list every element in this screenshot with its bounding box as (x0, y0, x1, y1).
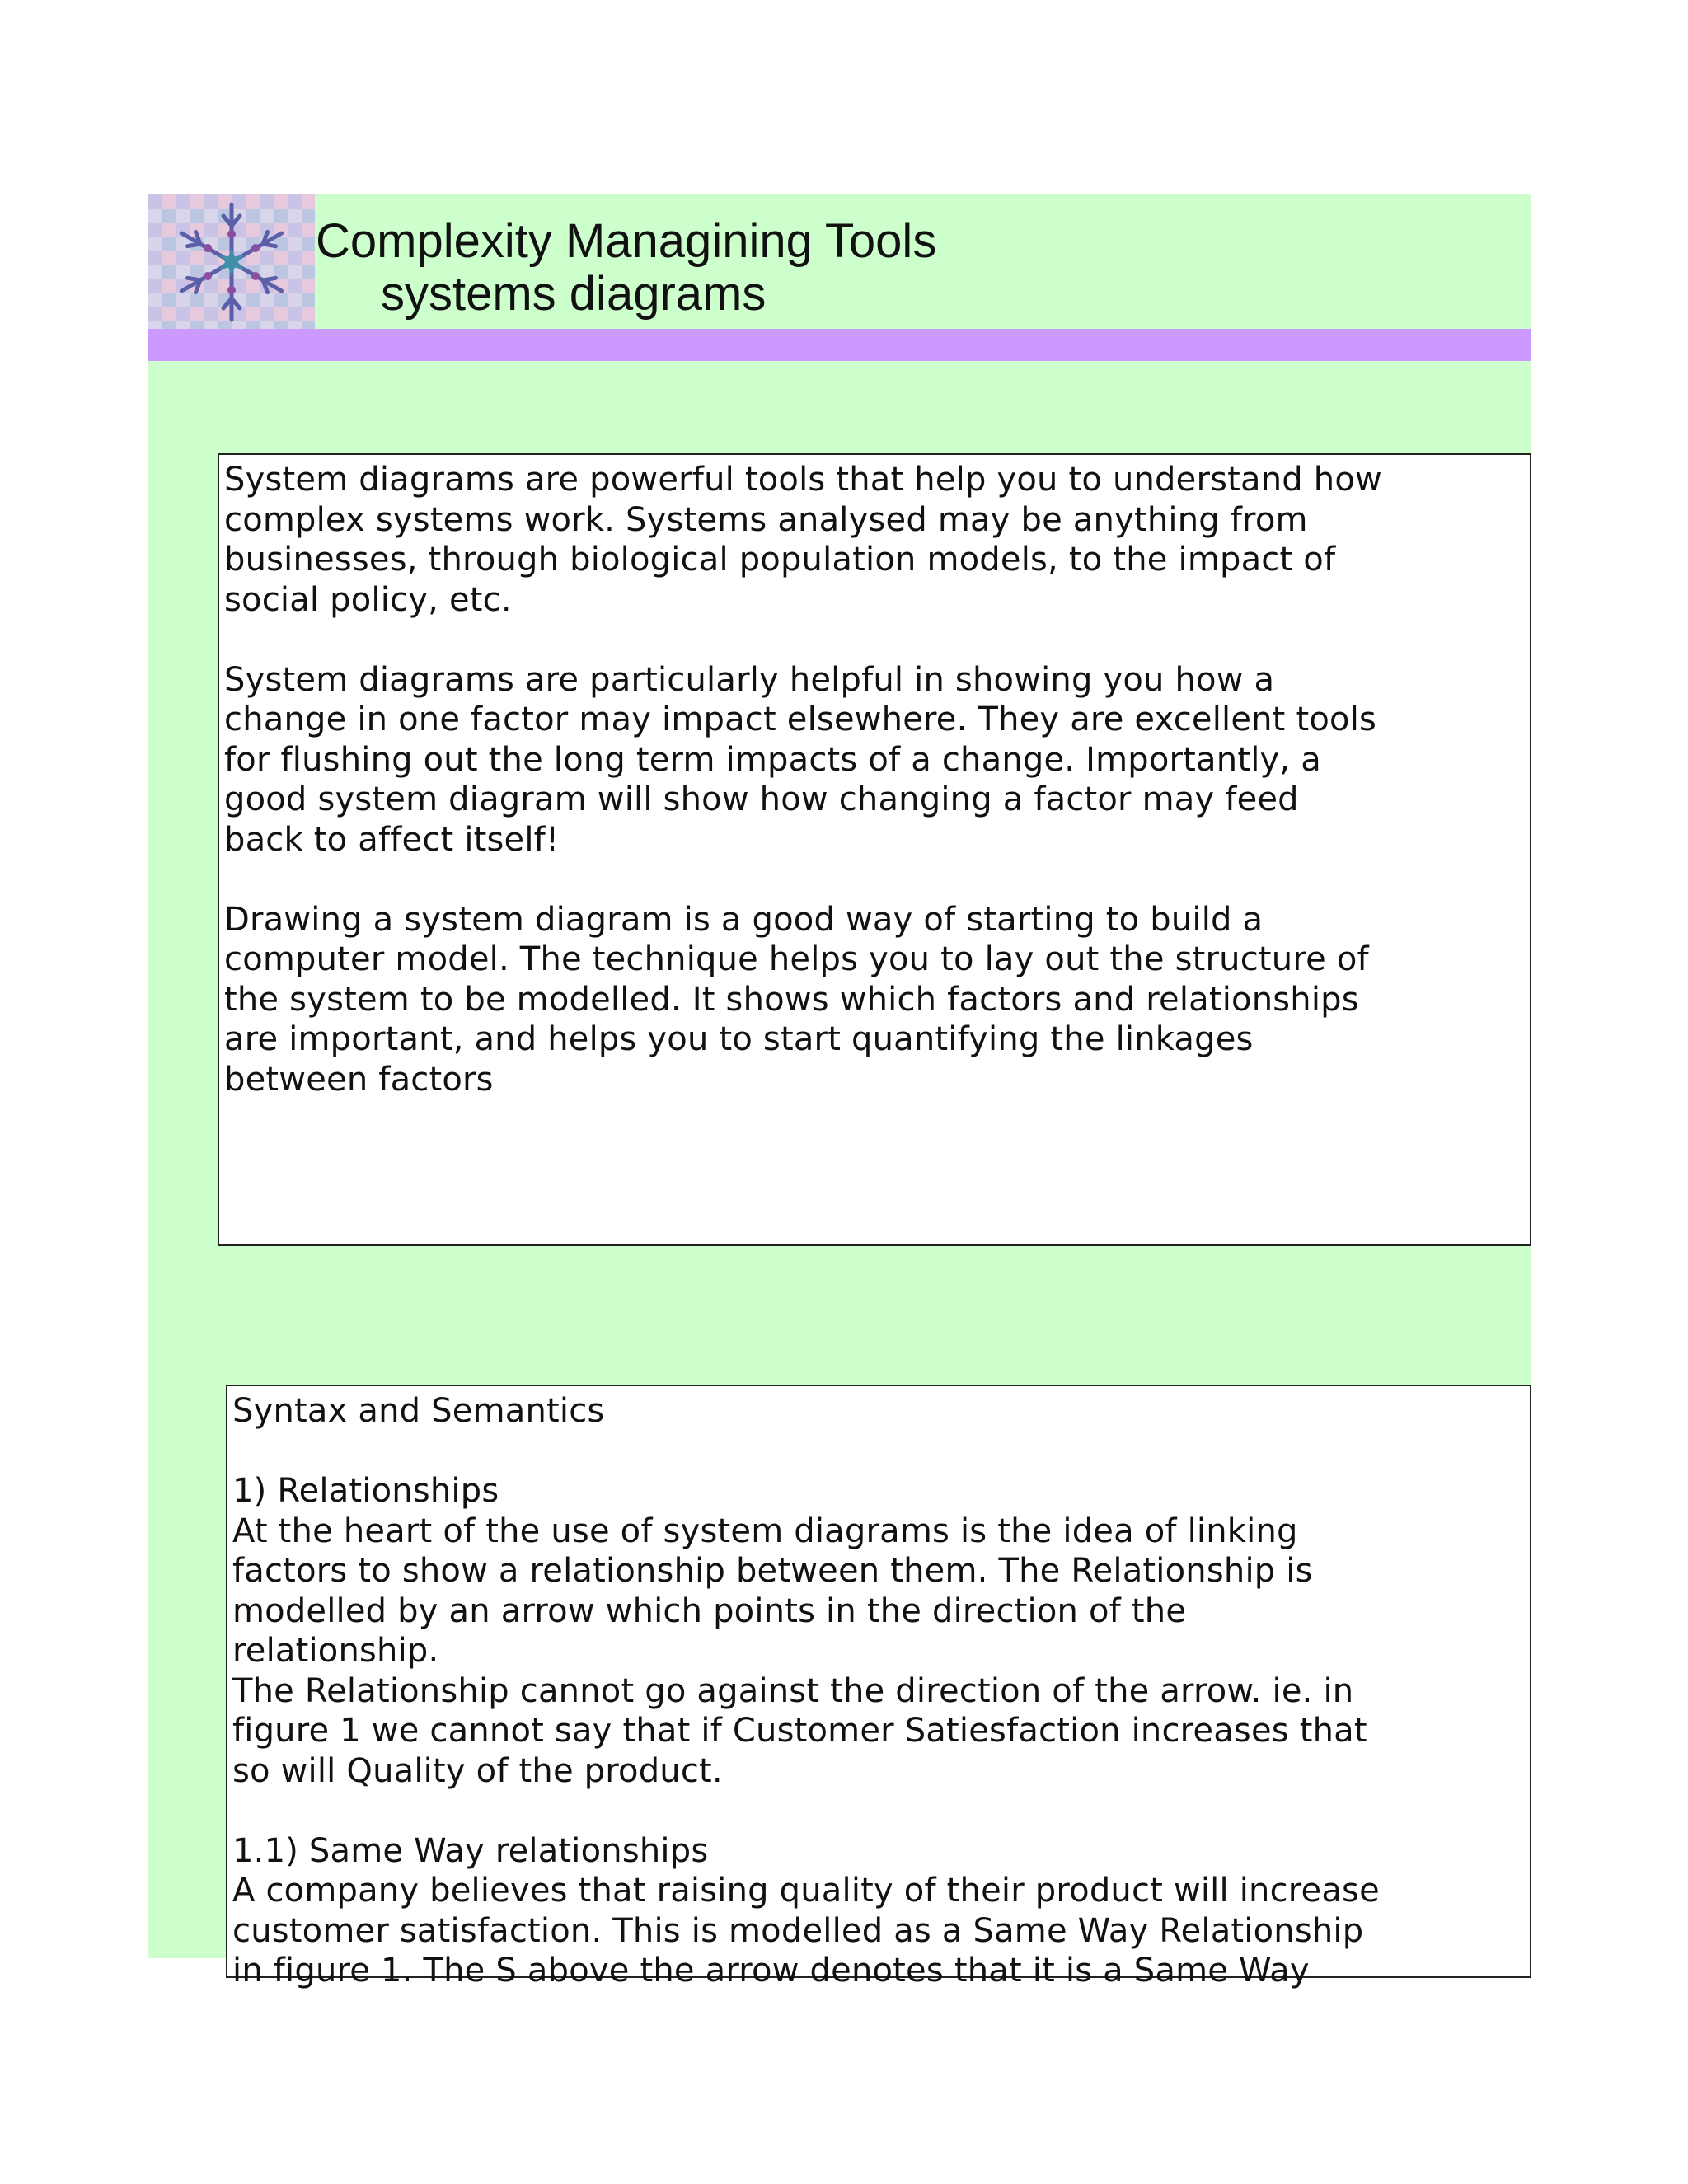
syntax-semantics-text-box[interactable] (226, 1385, 1531, 1990)
page-title: Complexity Managining Tools (316, 214, 937, 268)
syntax-heading: Syntax and Semantics (232, 1392, 605, 1430)
page-subtitle: systems diagrams (381, 267, 767, 321)
intro-paragraph-3: Drawing a system diagram is a good way of starting to build a computer model. The technique helps you to lay out the structure of the system to be modelled. It shows which factors and relationships are important, and helps you to start quantifying the linkages between factors (224, 900, 1369, 1099)
spreadsheet-page (148, 194, 1531, 1990)
intro-paragraph-2: System diagrams are particularly helpful in showing you how a change in one factor may impact elsewhere. They are excellent tools for flushing out the long term impacts of a change. Importantly, a good system diagram will show how changing a factor may feed back to affect itself! (224, 660, 1377, 859)
intro-text-box[interactable] (218, 453, 1531, 1246)
snowflake-icon (148, 194, 315, 330)
same-way-relationships-paragraph: 1.1) Same Way relationships A company believes that raising quality of their product will increase customer satisfaction. This is modelled as a Same Way Relationship in figure 1. The S above the arrow denotes that it is a Same Way (232, 1831, 1380, 1990)
intro-paragraph-1: System diagrams are powerful tools that help you to understand how complex systems work. Systems analysed may be anything from businesses, through biological population models, to the impact of social policy, etc. (224, 461, 1382, 619)
relationships-paragraph: 1) Relationships At the heart of the use of system diagrams is the idea of linking factors to show a relationship between them. The Relationship is modelled by an arrow which points in the direction of the relationship. The Relationship cannot go against the direction of the arrow. ie. in figure 1 we cannot say that if Customer Satiesfaction increases that so will Quality of the product. (232, 1472, 1367, 1790)
header-divider-bar (148, 329, 1531, 361)
